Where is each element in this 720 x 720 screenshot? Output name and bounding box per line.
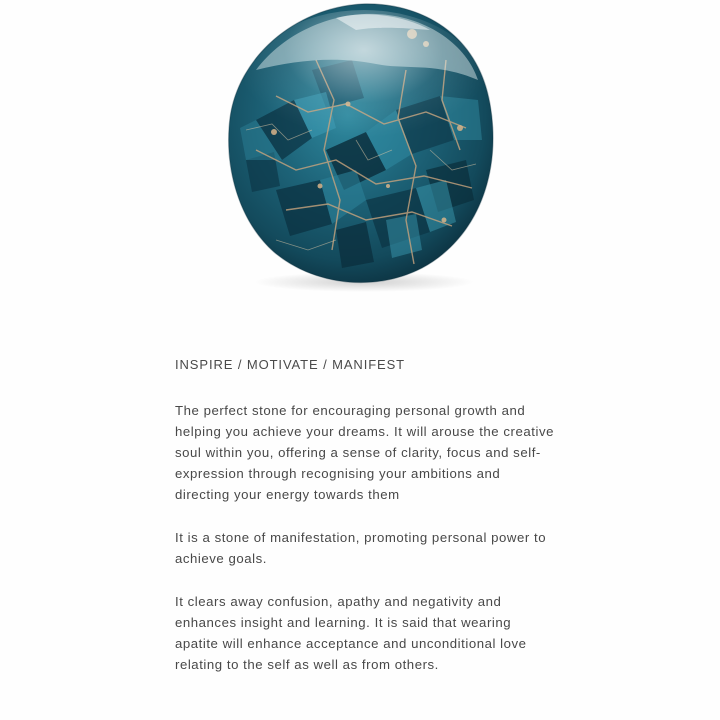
description-paragraph-2: It is a stone of manifestation, promoting personal power to achieve goals. bbox=[175, 530, 547, 566]
apatite-stone-image bbox=[216, 0, 506, 300]
product-tagline: INSPIRE / MOTIVATE / MANIFEST bbox=[175, 357, 406, 372]
description-paragraph-3: It clears away confusion, apathy and negativity and enhances insight and learning. It is said that wearing apatite will enhance acceptance and unconditional love relating to the self as well as from others. bbox=[175, 594, 527, 672]
description-section bbox=[175, 356, 555, 697]
description-paragraph-1: The perfect stone for encouraging personal growth and helping you achieve your dreams. It will arouse the creative soul within you, offering a sense of clarity, focus and self-expression through recognising your ambitions and directing your energy towards them bbox=[175, 403, 554, 502]
stone-image bbox=[216, 0, 506, 300]
